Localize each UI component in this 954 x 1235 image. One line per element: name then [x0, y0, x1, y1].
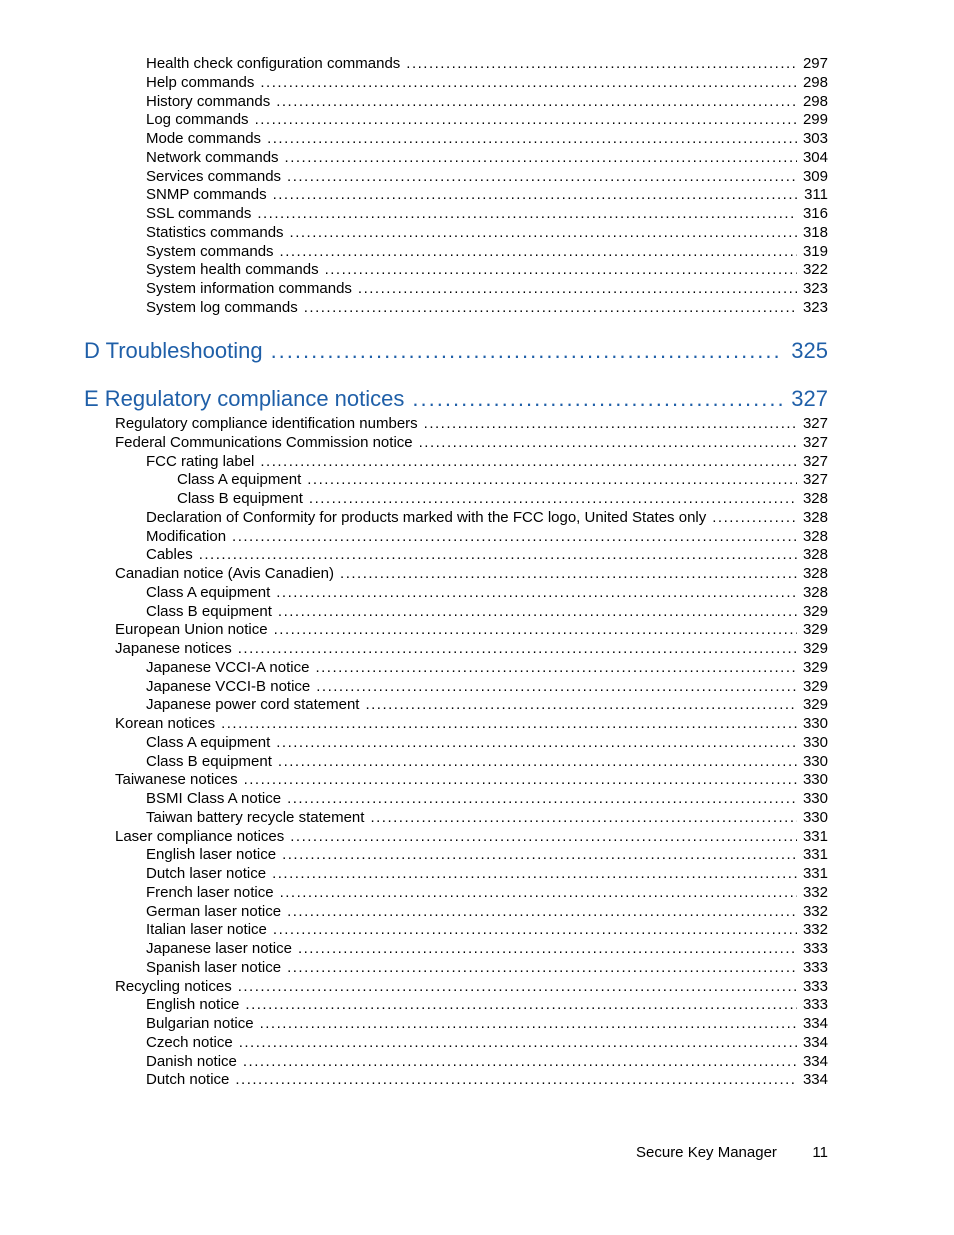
- dot-leader: [257, 204, 797, 223]
- dot-leader: [245, 995, 797, 1014]
- toc-entry-title: Services commands: [146, 167, 282, 185]
- toc-entry-page: 328: [802, 583, 828, 601]
- toc-entry-title: System log commands: [146, 298, 298, 316]
- toc-entry-title: Taiwanese notices: [115, 771, 238, 789]
- toc-entry-page: 331: [802, 827, 828, 845]
- toc-entry-page: 331: [802, 865, 828, 882]
- dot-leader: [287, 958, 797, 977]
- toc-entry-title: System information commands: [146, 280, 352, 297]
- toc-entry[interactable]: [146, 733, 828, 752]
- toc-entry-title: Declaration of Conformity for products marked with the FCC logo, United States only: [146, 508, 707, 526]
- toc-entry[interactable]: [146, 995, 828, 1014]
- dot-leader: [280, 242, 797, 261]
- toc-chapter-entry[interactable]: [84, 384, 828, 414]
- toc-entry[interactable]: [146, 602, 828, 621]
- dot-leader: [232, 527, 797, 546]
- toc-entry[interactable]: [146, 864, 828, 883]
- dot-leader: [290, 827, 797, 846]
- toc-entry-title: History commands: [146, 92, 271, 110]
- toc-entry[interactable]: [115, 714, 828, 733]
- toc-entry-page: 334: [802, 1015, 828, 1032]
- toc-entry-title: Korean notices: [115, 715, 216, 732]
- toc-entry-title: English laser notice: [146, 846, 277, 864]
- dot-leader: [282, 845, 797, 864]
- dot-leader: [280, 883, 797, 902]
- dot-leader: [199, 545, 797, 564]
- toc-entry-title: Class B equipment: [146, 602, 272, 620]
- toc-entry-title: FCC rating label: [146, 452, 255, 470]
- footer-page-number: 11: [812, 1144, 828, 1161]
- toc-entry-title: Class B equipment: [177, 490, 303, 507]
- toc-entry-page: 327: [802, 415, 828, 432]
- dot-leader: [307, 470, 797, 489]
- toc-entry-title: Recycling notices: [115, 977, 232, 995]
- toc-entry-title: SSL commands: [146, 205, 252, 222]
- dot-leader: [239, 1033, 797, 1052]
- toc-entry[interactable]: [146, 939, 828, 958]
- page-footer: [636, 1143, 828, 1163]
- toc-entry-page: 299: [802, 111, 828, 129]
- toc-entry-page: 327: [802, 471, 828, 489]
- toc-entry-title: Dutch notice: [146, 1071, 230, 1089]
- toc-entry-title: Class B equipment: [146, 752, 272, 770]
- toc-entry[interactable]: [146, 279, 828, 298]
- toc-entry-page: 330: [802, 733, 828, 751]
- toc-entry-page: 316: [802, 205, 828, 222]
- toc-entry[interactable]: [177, 470, 828, 489]
- dot-leader: [316, 677, 797, 696]
- toc-entry-page: 332: [802, 902, 828, 920]
- toc-entry-title: Japanese VCCI-A notice: [146, 658, 310, 676]
- toc-entry[interactable]: [115, 977, 828, 996]
- toc-entry-title: Statistics commands: [146, 223, 284, 241]
- toc-entry[interactable]: [146, 677, 828, 696]
- dot-leader: [309, 489, 797, 508]
- toc-entry-page: 328: [802, 490, 828, 507]
- toc-entry[interactable]: [146, 185, 828, 204]
- dot-leader: [419, 433, 797, 452]
- toc-entry-page: 330: [802, 771, 828, 789]
- toc-entry-page: 330: [802, 715, 828, 732]
- dot-leader: [278, 752, 797, 771]
- toc-entry[interactable]: [146, 658, 828, 677]
- dot-leader: [298, 939, 797, 958]
- toc-entry[interactable]: [146, 808, 828, 827]
- toc-entry-title: Czech notice: [146, 1033, 233, 1051]
- dot-leader: [276, 733, 797, 752]
- dot-leader: [290, 223, 797, 242]
- toc-entry-page: 333: [802, 977, 828, 995]
- toc-entry[interactable]: [146, 902, 828, 921]
- dot-leader: [244, 770, 797, 789]
- dot-leader: [358, 279, 797, 298]
- toc-entry-page: 323: [802, 280, 828, 297]
- toc-entry[interactable]: [146, 148, 828, 167]
- toc-entry-page: 330: [802, 808, 828, 826]
- toc-entry-page: 325: [791, 338, 828, 363]
- toc-entry-title: Mode commands: [146, 130, 262, 147]
- toc-entry-title: Dutch laser notice: [146, 865, 267, 882]
- toc-entry[interactable]: [146, 845, 828, 864]
- toc-entry[interactable]: [146, 73, 828, 92]
- dot-leader: [304, 298, 797, 317]
- toc-entry-title: Canadian notice (Avis Canadien): [115, 565, 335, 582]
- toc-entry[interactable]: [146, 883, 828, 902]
- dot-leader: [287, 902, 797, 921]
- toc-entry-title: Log commands: [146, 111, 249, 129]
- toc-entry-title: Health check configuration commands: [146, 55, 401, 72]
- dot-leader: [370, 808, 797, 827]
- toc-entry-title: Network commands: [146, 148, 279, 166]
- dot-leader: [325, 260, 797, 279]
- dot-leader: [260, 452, 797, 471]
- toc-entry-title: Class A equipment: [177, 471, 302, 489]
- toc-entry-title: Danish notice: [146, 1052, 237, 1070]
- toc-entry[interactable]: [146, 167, 828, 186]
- toc-entry-page: 309: [802, 167, 828, 185]
- dot-leader: [276, 583, 797, 602]
- toc-entry[interactable]: [115, 770, 828, 789]
- toc-entry[interactable]: [146, 204, 828, 223]
- toc-entry-page: 329: [802, 640, 828, 657]
- toc-entry[interactable]: [146, 1052, 828, 1071]
- toc-entry-title: D Troubleshooting: [84, 338, 263, 363]
- toc-entry-title: French laser notice: [146, 883, 274, 901]
- toc-entry-page: 323: [802, 298, 828, 316]
- toc-entry-title: European Union notice: [115, 621, 268, 639]
- toc-entry[interactable]: [177, 489, 828, 508]
- toc-entry-title: SNMP commands: [146, 186, 267, 204]
- toc-entry-page: 304: [802, 148, 828, 166]
- toc-entry[interactable]: [146, 298, 828, 317]
- toc-entry-title: System health commands: [146, 261, 319, 279]
- toc-entry[interactable]: [146, 129, 828, 148]
- dot-leader: [424, 414, 797, 433]
- toc-entry[interactable]: [146, 110, 828, 129]
- toc-entry-page: 330: [802, 790, 828, 807]
- dot-leader: [238, 639, 797, 658]
- toc-entry-page: 303: [802, 130, 828, 147]
- toc-entry-page: 328: [802, 527, 828, 545]
- toc-entry[interactable]: [146, 1014, 828, 1033]
- toc-entry-title: Japanese notices: [115, 640, 232, 657]
- toc-entry[interactable]: [115, 564, 828, 583]
- footer-title: Secure Key Manager: [636, 1144, 777, 1161]
- toc-entry-page: 328: [802, 508, 828, 526]
- dot-leader: [274, 620, 797, 639]
- toc-entry-title: BSMI Class A notice: [146, 790, 282, 807]
- dot-leader: [315, 658, 797, 677]
- toc-entry[interactable]: [146, 1070, 828, 1089]
- toc-entry-page: 297: [802, 55, 828, 72]
- toc-entry-page: 319: [802, 242, 828, 260]
- dot-leader: [273, 185, 798, 204]
- toc-entry-title: Modification: [146, 527, 227, 545]
- toc-entry[interactable]: [146, 958, 828, 977]
- toc-entry[interactable]: [146, 545, 828, 564]
- toc-entry[interactable]: [115, 827, 828, 846]
- toc-chapter-entry[interactable]: [84, 336, 828, 366]
- toc-entry[interactable]: [146, 242, 828, 261]
- toc-entry-page: 334: [802, 1071, 828, 1089]
- toc-entry[interactable]: [146, 508, 828, 527]
- dot-leader: [412, 384, 783, 414]
- dot-leader: [287, 167, 797, 186]
- toc-entry-page: 322: [802, 261, 828, 279]
- toc-entry-page: 298: [802, 92, 828, 110]
- toc-entry-page: 334: [802, 1052, 828, 1070]
- toc-entry-title: Taiwan battery recycle statement: [146, 808, 365, 826]
- toc-entry-title: Japanese power cord statement: [146, 696, 360, 714]
- toc-entry-page: 332: [802, 921, 828, 939]
- toc-entry[interactable]: [146, 223, 828, 242]
- dot-leader: [365, 695, 797, 714]
- toc-entry[interactable]: [146, 54, 828, 73]
- toc-entry-title: Regulatory compliance identification numbers: [115, 415, 418, 432]
- dot-leader: [287, 789, 797, 808]
- toc-entry-page: 330: [802, 752, 828, 770]
- toc-entry[interactable]: [146, 920, 828, 939]
- toc-entry-page: 327: [802, 433, 828, 451]
- toc-entry[interactable]: [115, 433, 828, 452]
- toc-entry[interactable]: [115, 639, 828, 658]
- toc-entry-page: 329: [802, 602, 828, 620]
- toc-entry-title: Class A equipment: [146, 583, 271, 601]
- toc-entry-page: 328: [802, 565, 828, 582]
- toc-entry[interactable]: [146, 752, 828, 771]
- toc-entry[interactable]: [146, 695, 828, 714]
- toc-entry-title: Spanish laser notice: [146, 958, 282, 976]
- toc-entry-title: Japanese VCCI-B notice: [146, 677, 311, 695]
- dot-leader: [276, 92, 797, 111]
- toc-entry[interactable]: [146, 527, 828, 546]
- dot-leader: [278, 602, 797, 621]
- toc-entry-page: 329: [802, 677, 828, 695]
- toc-entry[interactable]: [115, 620, 828, 639]
- toc-entry[interactable]: [115, 414, 828, 433]
- dot-leader: [260, 1014, 797, 1033]
- toc-entry-title: Class A equipment: [146, 733, 271, 751]
- toc-entry-page: 327: [802, 452, 828, 470]
- toc-entry-title: Japanese laser notice: [146, 940, 292, 957]
- toc-entry-page: 329: [802, 621, 828, 639]
- dot-leader: [273, 920, 797, 939]
- dot-leader: [712, 508, 797, 527]
- toc-entry-title: System commands: [146, 242, 274, 260]
- toc-entry-title: Cables: [146, 546, 193, 564]
- toc-entry[interactable]: [146, 92, 828, 111]
- dot-leader: [271, 336, 784, 366]
- dot-leader: [243, 1052, 797, 1071]
- toc-entry-title: Bulgarian notice: [146, 1015, 254, 1032]
- toc-entry-title: Italian laser notice: [146, 921, 267, 939]
- toc-entry-title: English notice: [146, 996, 240, 1014]
- dot-leader: [255, 110, 797, 129]
- dot-leader: [260, 73, 797, 92]
- dot-leader: [221, 714, 797, 733]
- dot-leader: [406, 54, 797, 73]
- toc-entry-title: Federal Communications Commission notice: [115, 433, 413, 451]
- toc-entry[interactable]: [146, 452, 828, 471]
- toc-entry-page: 328: [802, 546, 828, 564]
- toc-entry[interactable]: [146, 789, 828, 808]
- dot-leader: [267, 129, 797, 148]
- toc-entry-page: 318: [802, 223, 828, 241]
- toc-entry-page: 333: [802, 958, 828, 976]
- toc-entry[interactable]: [146, 583, 828, 602]
- toc-entry-page: 329: [802, 658, 828, 676]
- toc-entry-page: 327: [791, 386, 828, 411]
- toc-entry-page: 331: [802, 846, 828, 864]
- toc-entry-page: 298: [802, 73, 828, 91]
- dot-leader: [340, 564, 797, 583]
- dot-leader: [272, 864, 797, 883]
- toc-entry-page: 332: [802, 883, 828, 901]
- toc-entry-title: German laser notice: [146, 902, 282, 920]
- toc-entry-page: 311: [804, 186, 828, 204]
- toc-entry-title: Help commands: [146, 73, 255, 91]
- dot-leader: [285, 148, 797, 167]
- dot-leader: [238, 977, 797, 996]
- dot-leader: [235, 1070, 797, 1089]
- toc-entry-page: 333: [802, 940, 828, 957]
- toc-entry[interactable]: [146, 1033, 828, 1052]
- toc-entry-page: 329: [802, 696, 828, 714]
- toc-entry-title: E Regulatory compliance notices: [84, 386, 405, 411]
- toc-entry[interactable]: [146, 260, 828, 279]
- toc-entry-title: Laser compliance notices: [115, 827, 285, 845]
- toc-entry-page: 334: [802, 1033, 828, 1051]
- toc-entry-page: 333: [802, 996, 828, 1014]
